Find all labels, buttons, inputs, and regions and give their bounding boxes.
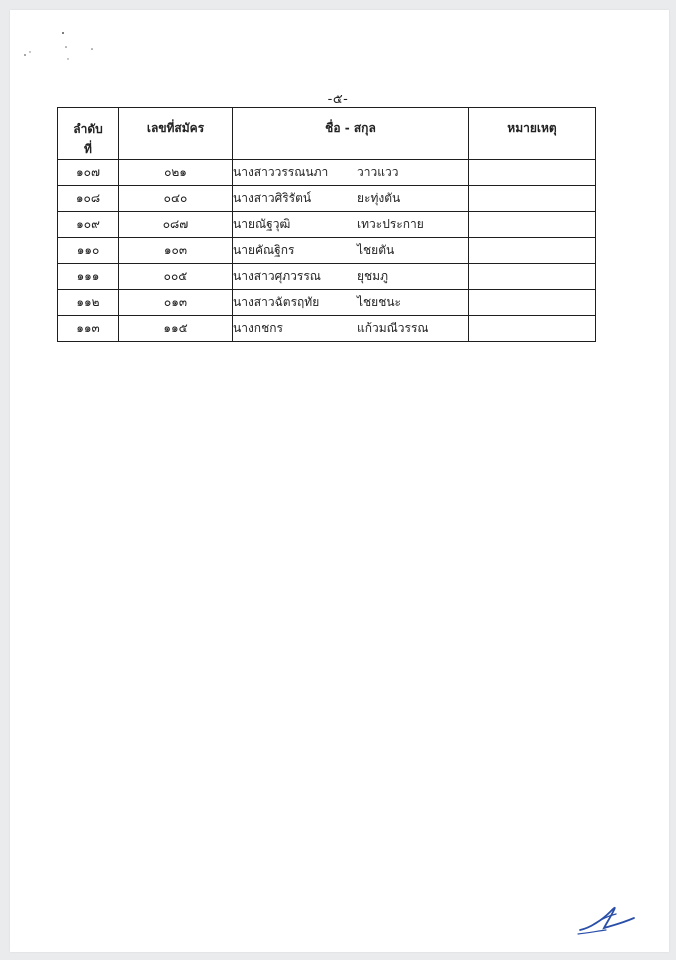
- first-name: นายณัฐวุฒิ: [233, 217, 291, 231]
- cell-sequence: ๑๑๒: [58, 290, 119, 316]
- header-remark: หมายเหตุ: [469, 108, 596, 160]
- cell-sequence: ๑๐๙: [58, 212, 119, 238]
- first-name: นางสาววรรณนภา: [233, 165, 329, 179]
- cell-sequence: ๑๐๗: [58, 160, 119, 186]
- last-name: วาวแวว: [357, 165, 399, 179]
- cell-applicant-number: ๑๑๕: [119, 316, 233, 342]
- table-row: [58, 316, 596, 342]
- cell-applicant-number: ๑๐๓: [119, 238, 233, 264]
- table-row: [58, 160, 596, 186]
- table-row: [58, 290, 596, 316]
- header-sequence: [58, 108, 119, 160]
- last-name: เทวะประกาย: [357, 217, 424, 231]
- signature-initials: [576, 900, 638, 940]
- cell-sequence: ๑๑๐: [58, 238, 119, 264]
- first-name: นายคัณฐิกร: [233, 243, 295, 257]
- table-row: [58, 264, 596, 290]
- first-name: นางกชกร: [233, 321, 283, 335]
- header-full-name: ชื่อ - สกุล: [233, 108, 469, 160]
- cell-sequence: ๑๑๑: [58, 264, 119, 290]
- last-name: ไชยชนะ: [357, 295, 402, 309]
- last-name: แก้วมณีวรรณ: [357, 321, 429, 335]
- cell-applicant-number: ๐๔๐: [119, 186, 233, 212]
- table-row: [58, 238, 596, 264]
- cell-applicant-number: ๐๑๓: [119, 290, 233, 316]
- cell-remark: [469, 238, 596, 264]
- last-name: ยะทุ่งตัน: [357, 191, 401, 205]
- cell-full-name: [233, 238, 469, 264]
- applicant-table: [57, 107, 596, 342]
- page-number: -๕-: [327, 92, 349, 107]
- cell-applicant-number: ๐๐๕: [119, 264, 233, 290]
- cell-full-name: [233, 212, 469, 238]
- last-name: ยุชมภู: [357, 269, 388, 283]
- cell-applicant-number: ๐๒๑: [119, 160, 233, 186]
- first-name: นางสาวศิริรัตน์: [233, 191, 312, 205]
- cell-remark: [469, 160, 596, 186]
- first-name: นางสาวศุภวรรณ: [233, 269, 321, 283]
- cell-sequence: ๑๐๘: [58, 186, 119, 212]
- last-name: ไชยตัน: [357, 243, 395, 257]
- header-sequence-line2: ที่: [84, 142, 92, 156]
- cell-remark: [469, 186, 596, 212]
- cell-full-name: [233, 316, 469, 342]
- cell-full-name: [233, 160, 469, 186]
- cell-full-name: [233, 186, 469, 212]
- table-row: [58, 212, 596, 238]
- cell-applicant-number: ๐๘๗: [119, 212, 233, 238]
- cell-sequence: ๑๑๓: [58, 316, 119, 342]
- header-sequence-line1: ลำดับ: [73, 122, 103, 136]
- cell-remark: [469, 212, 596, 238]
- cell-remark: [469, 290, 596, 316]
- first-name: นางสาวฉัตรฤทัย: [233, 295, 320, 309]
- scan-specks: [0, 0, 120, 70]
- header-applicant-number: เลขที่สมัคร: [119, 108, 233, 160]
- cell-full-name: [233, 290, 469, 316]
- table-row: [58, 186, 596, 212]
- table-header-row: [58, 108, 596, 160]
- cell-remark: [469, 316, 596, 342]
- cell-full-name: [233, 264, 469, 290]
- cell-remark: [469, 264, 596, 290]
